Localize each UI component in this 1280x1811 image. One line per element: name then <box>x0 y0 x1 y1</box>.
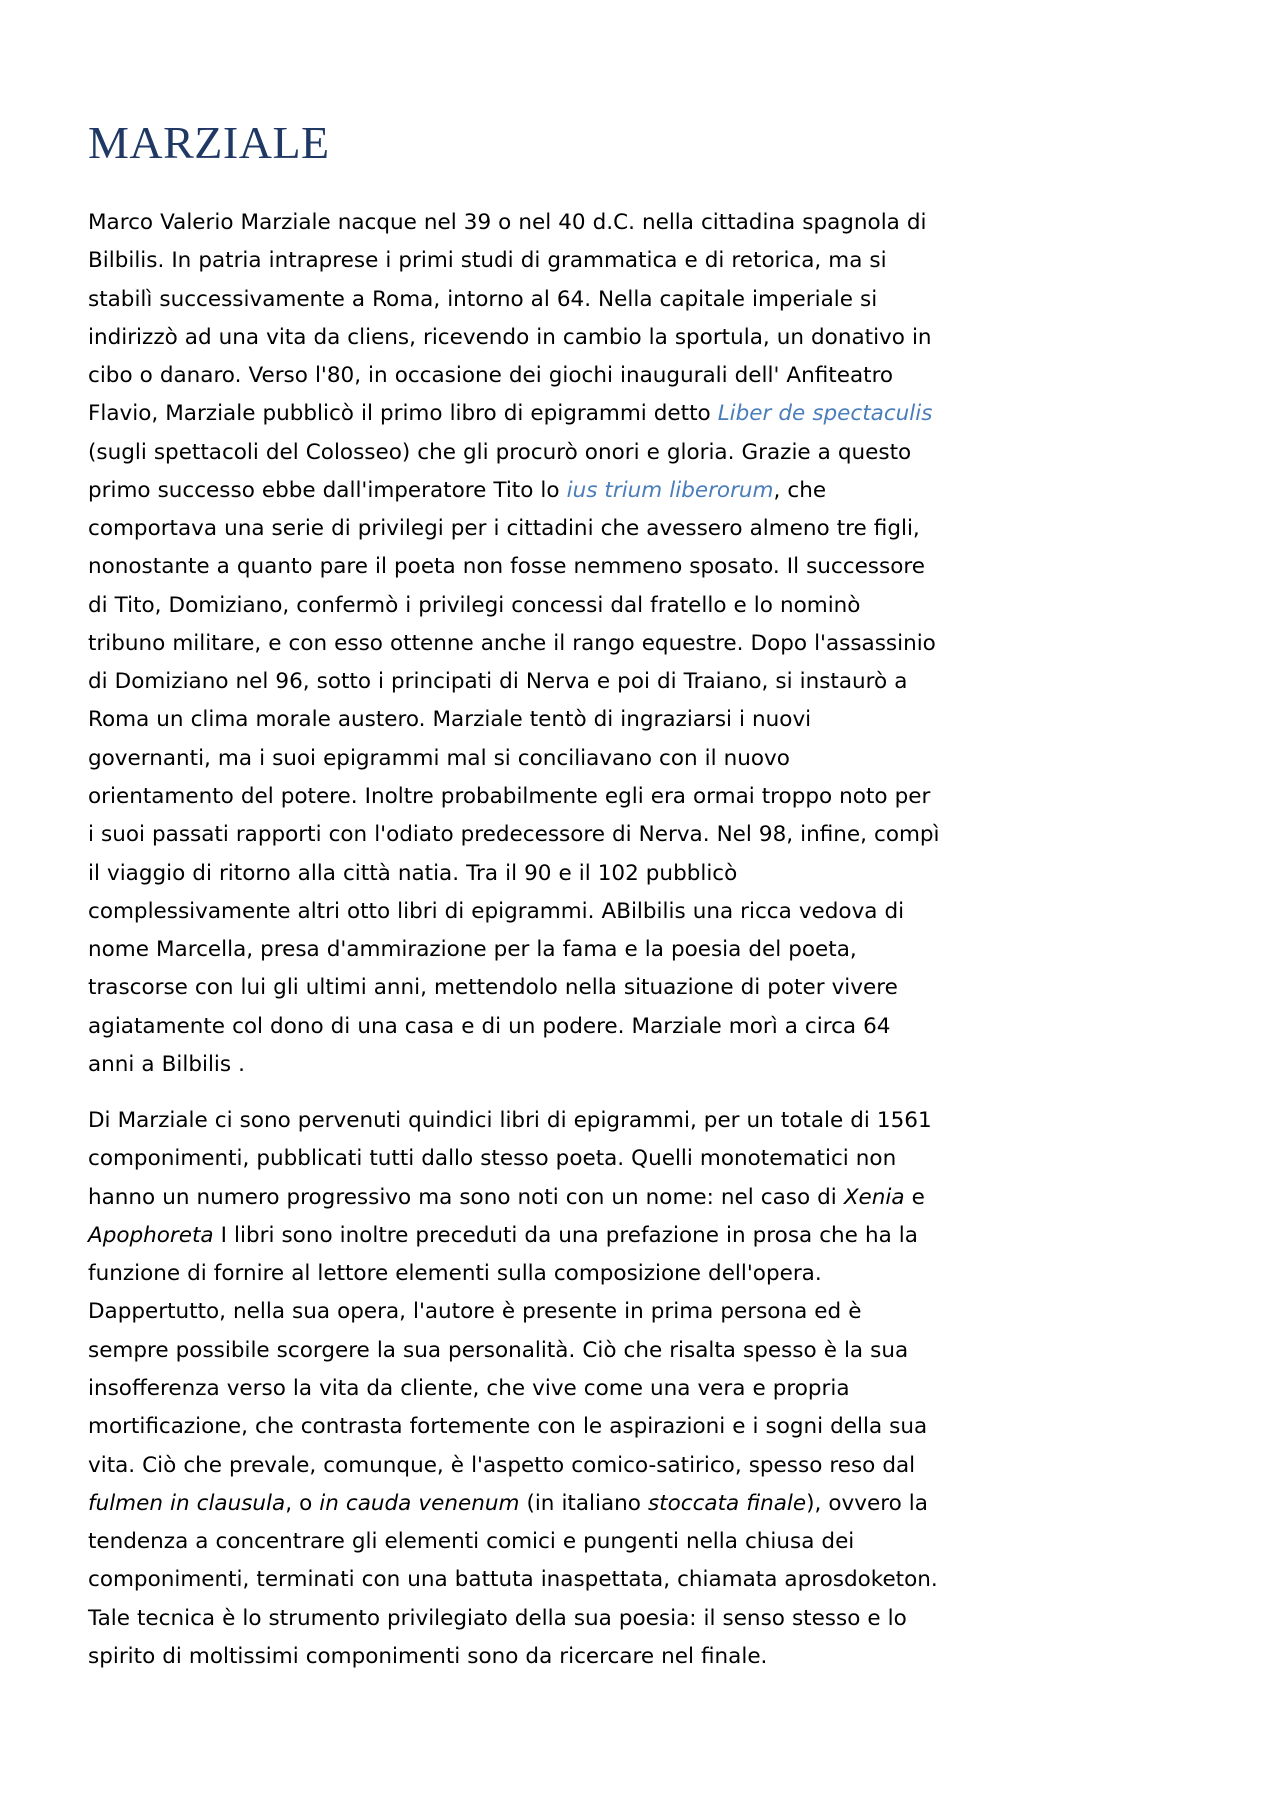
text-run-normal: (in italiano <box>519 1490 648 1516</box>
text-run-italic: Xenia <box>843 1184 905 1210</box>
paragraph-biography <box>88 204 940 1084</box>
text-run-normal: , o <box>285 1490 320 1516</box>
page-title: MARZIALE <box>88 117 330 168</box>
text-run-normal: , che comportava una serie di privilegi per i cittadini che avessero almeno tre figli, nonostante a quanto pare il poeta non fosse nemmeno sposato. Il successore di Tito, Domiziano, confermò i privilegi concessi dal fratello e lo nominò tribuno militare, e con esso ottenne anche il rango equestre. Dopo l'assassinio di Domiziano nel 96, sotto i principati di Nerva e poi di Traiano, si instaurò a Roma un clima morale austero. Marziale tentò di ingraziarsi i nuovi governanti, ma i suoi epigrammi mal si conciliavano con il nuovo orientamento del potere. Inoltre probabilmente egli era ormai troppo noto per i suoi passati rapporti con l'odiato predecessore di Nerva. Nel 98, infine, compì il viaggio di ritorno alla città natia. Tra il 90 e il 102 pubblicò complessivamente altri otto libri di epigrammi. ABilbilis una ricca vedova di nome Marcella, presa d'ammirazione per la fama e la poesia del poeta, trascorse con lui gli ultimi anni, mettendolo nella situazione di poter vivere agiatamente col dono di una casa e di un podere. Marziale morì a circa 64 anni a Bilbilis . <box>88 477 940 1077</box>
text-run-normal: Di Marziale ci sono pervenuti quindici libri di epigrammi, per un totale di 1561 componimenti, pubblicati tutti dallo stesso poeta. Quelli monotematici non hanno un numero progressivo ma sono noti con un nome: nel caso di <box>88 1108 932 1210</box>
text-run-italic: stoccata finale <box>647 1490 807 1516</box>
text-run-normal: ), ovvero la tendenza a concentrare gli elementi comici e pungenti nella chiusa dei componimenti, terminati con una battuta inaspettata, chiamata aprosdoketon. Tale tecnica è lo strumento privilegiato della sua poesia: il senso stesso e lo spirito di moltissimi componimenti sono da ricercare nel finale. <box>88 1490 938 1669</box>
text-run-normal: Marco Valerio Marziale nacque nel 39 o nel 40 d.C. nella cittadina spagnola di Bilbilis. In patria intraprese i primi studi di grammatica e di retorica, ma si stabilì successivamente a Roma, intorno al 64. Nella capitale imperiale si indirizzò ad una vita da cliens, ricevendo in cambio la sportula, un donativo in cibo o danaro. Verso l'80, in occasione dei giochi inaugurali dell' Anfiteatro Flavio, Marziale pubblicò il primo libro di epigrammi detto <box>88 210 932 427</box>
text-run-italic: fulmen in clausula <box>88 1490 286 1516</box>
document-content <box>88 117 940 1676</box>
text-run-normal: e <box>904 1184 925 1210</box>
text-run-italic: in cauda venenum <box>319 1490 520 1516</box>
paragraph-opere <box>88 1102 940 1676</box>
text-run-blue-italic: Liber de spectaculis <box>717 401 933 427</box>
text-run-normal: I libri sono inoltre preceduti da una prefazione in prosa che ha la funzione di fornire al lettore elementi sulla composizione dell'opera. Dappertutto, nella sua opera, l'autore è presente in prima persona ed è sempre possibile scorgere la sua personalità. Ciò che risalta spesso è la sua insofferenza verso la vita da cliente, che vive come una vera e propria mortificazione, che contrasta fortemente con le aspirazioni e i sogni della sua vita. Ciò che prevale, comunque, è l'aspetto comico-satirico, spesso reso dal <box>88 1222 928 1478</box>
text-run-blue-italic: ius trium liberorum <box>566 477 774 503</box>
text-run-normal: (sugli spettacoli del Colosseo) che gli procurò onori e gloria. Grazie a questo primo successo ebbe dall'imperatore Tito lo <box>88 439 912 503</box>
text-run-italic: Apophoreta <box>88 1222 214 1248</box>
